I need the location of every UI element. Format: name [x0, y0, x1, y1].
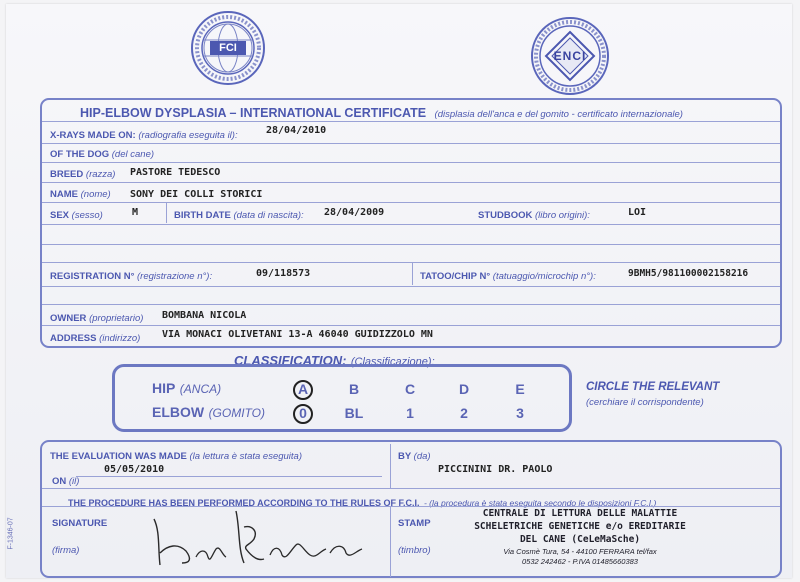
address-value: VIA MONACI OLIVETANI 13-A 46040 GUIDIZZOLO MN — [162, 329, 433, 340]
elbow-selected-circle — [293, 404, 313, 424]
classification-title: CLASSIFICATION: (Classificazione): — [234, 353, 435, 368]
signature-label-italian: (firma) — [52, 545, 80, 556]
hip-grade-a[interactable]: A — [297, 381, 309, 397]
birth-date-label: BIRTH DATE (data di nascita): — [174, 210, 304, 221]
hip-grade-c[interactable]: C — [404, 381, 416, 397]
stamp-line-1: CENTRALE DI LETTURA DELLE MALATTIE — [482, 508, 678, 519]
hip-grade-e[interactable]: E — [515, 381, 525, 397]
stamp-line-5: 0532 242462 - P.IVA 01485660383 — [522, 557, 638, 566]
evaluation-label: THE EVALUATION WAS MADE (la lettura è stata eseguita) — [50, 451, 302, 462]
registration-label: REGISTRATION N° (registrazione n°): — [50, 271, 213, 282]
owner-label: OWNER (proprietario) — [50, 313, 144, 324]
handwritten-signature — [140, 505, 380, 571]
evaluation-by-label: BY (da) — [398, 451, 431, 462]
of-the-dog-label: OF THE DOG (del cane) — [50, 149, 155, 160]
evaluation-on-label: ON (il) — [52, 476, 80, 487]
elbow-grade-1[interactable]: 1 — [406, 405, 414, 421]
evaluation-date: 05/05/2010 — [104, 464, 165, 475]
sex-label: SEX (sesso) — [50, 210, 103, 221]
signature-label: SIGNATURE — [52, 518, 108, 529]
stamp-label: STAMP — [398, 518, 431, 529]
registration-value: 09/118573 — [256, 268, 311, 279]
owner-value: BOMBANA NICOLA — [162, 310, 247, 321]
hip-grade-d[interactable]: D — [458, 381, 470, 397]
evaluator-name: PICCININI DR. PAOLO — [438, 464, 553, 475]
chip-value: 9BMH5/981100002158216 — [628, 268, 749, 279]
elbow-label: ELBOW (GOMITO) — [152, 404, 265, 420]
stamp-label-italian: (timbro) — [398, 545, 431, 556]
fci-logo-text: FCI — [219, 42, 237, 54]
hip-selected-circle — [293, 380, 313, 400]
breed-value: PASTORE TEDESCO — [130, 167, 221, 178]
certificate-title — [80, 104, 770, 122]
title-italian: (displasia dell'anca e del gomito - certificato internazionale) — [434, 109, 683, 120]
enci-logo — [528, 14, 612, 98]
xrays-date: 28/04/2010 — [266, 125, 327, 136]
side-code: F-1346-07 — [7, 517, 15, 550]
stamp-line-4: Via Cosmè Tura, 54 - 44100 FERRARA tel/fax — [503, 547, 657, 556]
address-label: ADDRESS (indirizzo) — [50, 333, 141, 344]
elbow-grade-3[interactable]: 3 — [516, 405, 524, 421]
hip-grade-b[interactable]: B — [348, 381, 360, 397]
elbow-grade-0[interactable]: 0 — [299, 405, 307, 421]
xrays-label: X-RAYS MADE ON: (radiografia eseguita il): — [50, 130, 238, 141]
stamp-block — [444, 507, 716, 567]
circle-note: CIRCLE THE RELEVANT — [586, 381, 720, 393]
studbook-value: LOI — [628, 207, 647, 218]
elbow-grade-2[interactable]: 2 — [460, 405, 468, 421]
birth-date-value: 28/04/2009 — [324, 207, 385, 218]
hip-label: HIP (ANCA) — [152, 380, 222, 396]
fci-logo — [190, 10, 266, 86]
enci-logo-text: ENCI — [553, 49, 587, 63]
title-text: HIP-ELBOW DYSPLASIA – INTERNATIONAL CERTIFICATE — [80, 106, 427, 120]
stamp-line-3: DEL CANE (CeLeMaSche) — [519, 534, 641, 545]
studbook-label: STUDBOOK (libro origini): — [478, 210, 590, 221]
name-label: NAME (nome) — [50, 189, 111, 200]
elbow-grade-bl[interactable]: BL — [344, 405, 364, 421]
chip-label: TATOO/CHIP N° (tatuaggio/microchip n°): — [420, 271, 596, 282]
breed-label: BREED (razza) — [50, 169, 116, 180]
name-value: SONY DEI COLLI STORICI — [130, 189, 263, 200]
circle-note-italian: (cerchiare il corrispondente) — [586, 397, 704, 408]
stamp-line-2: SCHELETRICHE GENETICHE e/o EREDITARIE — [474, 521, 686, 532]
sex-value: M — [132, 207, 139, 218]
procedure-statement: THE PROCEDURE HAS BEEN PERFORMED ACCORDING TO THE RULES OF F.C.I. - (la procedura è stata eseguita secondo le disposizioni F.C.I.) — [68, 498, 657, 508]
